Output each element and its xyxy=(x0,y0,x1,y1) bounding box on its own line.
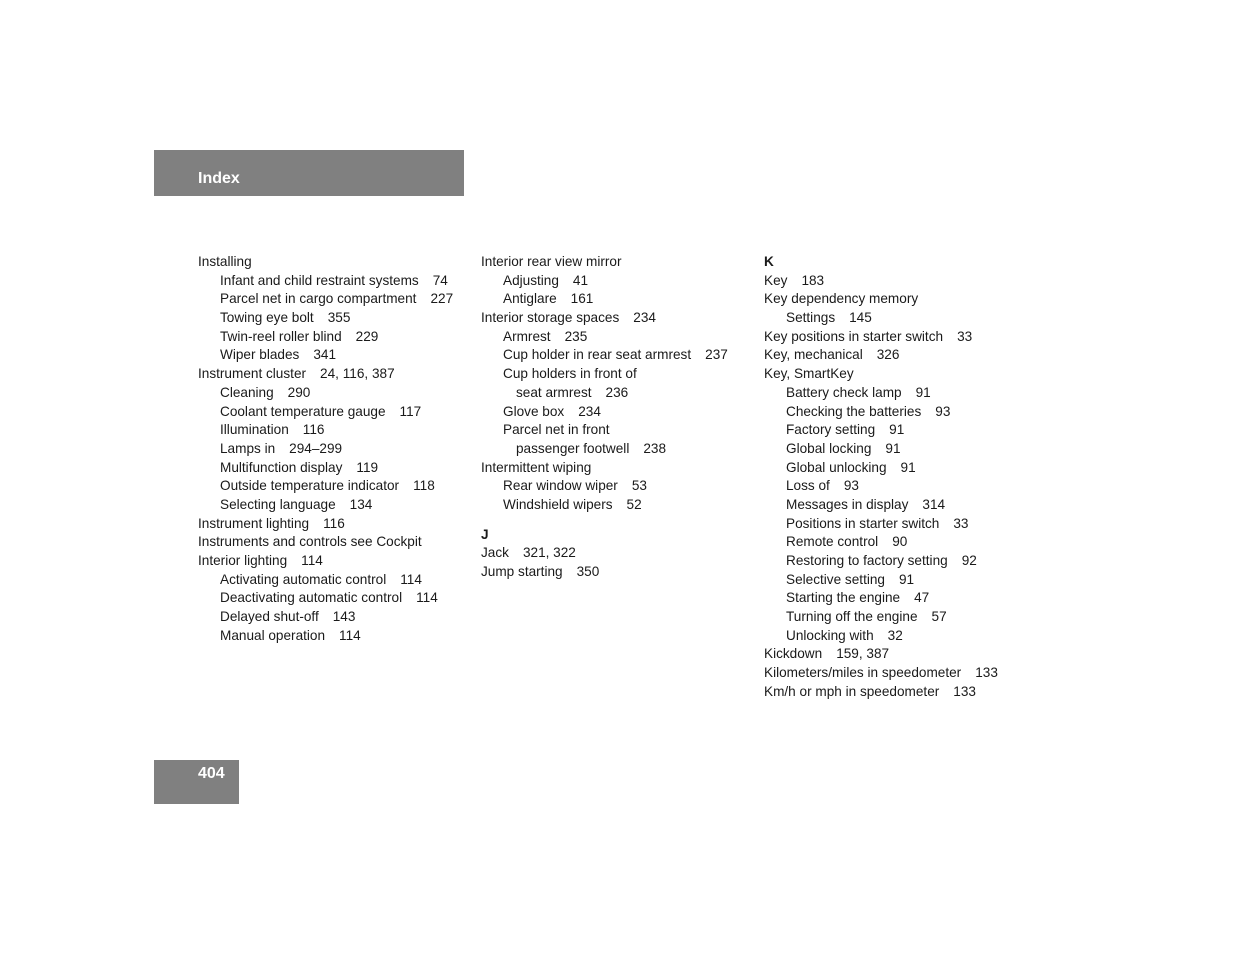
entry-page-ref: 93 xyxy=(843,478,859,494)
index-subentry xyxy=(198,346,468,365)
entry-page-ref: 74 xyxy=(432,272,448,288)
entry-page-ref: 237 xyxy=(705,347,728,363)
index-entry xyxy=(198,533,468,552)
entry-page-ref: 33 xyxy=(953,515,969,531)
entry-text: Cup holders in front of xyxy=(503,366,637,382)
entry-page-ref: 117 xyxy=(399,403,422,419)
entry-page-ref: 227 xyxy=(430,291,454,307)
index-entry xyxy=(481,253,751,272)
index-subentry xyxy=(764,608,1034,627)
index-subentry xyxy=(198,272,468,291)
index-entry xyxy=(481,309,751,328)
index-subentry xyxy=(198,459,468,478)
index-column-2 xyxy=(481,253,751,582)
index-entry xyxy=(764,645,1034,664)
index-subentry xyxy=(481,384,751,403)
entry-page-ref: 238 xyxy=(643,440,667,456)
entry-page-ref: 159, 387 xyxy=(836,646,890,662)
header-bar xyxy=(154,150,464,196)
entry-text: Intermittent wiping xyxy=(481,459,592,475)
entry-text: Interior rear view mirror xyxy=(481,254,622,269)
entry-page-ref: 290 xyxy=(287,384,311,400)
section-gap xyxy=(481,515,751,526)
entry-text: Interior lighting xyxy=(198,553,288,568)
entry-text: Instruments and controls see Cockpit xyxy=(198,534,422,550)
index-subentry xyxy=(764,627,1034,646)
entry-text: Antiglare xyxy=(503,291,557,307)
page-number-box xyxy=(154,760,239,804)
entry-page-ref: 134 xyxy=(349,496,373,512)
entry-text: Key dependency memory xyxy=(764,291,919,307)
entry-text: Factory setting xyxy=(786,422,876,438)
entry-page-ref: 91 xyxy=(899,571,915,587)
index-subentry xyxy=(481,421,751,440)
entry-text: Starting the engine xyxy=(786,590,901,606)
entry-text: J xyxy=(481,526,489,542)
index-entry xyxy=(764,365,1034,384)
index-subentry xyxy=(764,571,1034,590)
entry-page-ref: 91 xyxy=(900,459,916,475)
entry-page-ref: 114 xyxy=(416,590,438,606)
entry-text: Global unlocking xyxy=(786,459,887,475)
entry-text: Coolant temperature gauge xyxy=(220,403,386,419)
entry-text: Selective setting xyxy=(786,571,885,587)
entry-page-ref: 118 xyxy=(413,478,435,494)
entry-text: Global locking xyxy=(786,440,872,456)
entry-text: Kilometers/miles in speedometer xyxy=(764,665,962,681)
index-subentry xyxy=(764,309,1034,328)
index-entry xyxy=(198,515,468,534)
entry-text: Key xyxy=(764,272,788,288)
index-subentry xyxy=(764,403,1034,422)
entry-page-ref: 91 xyxy=(885,440,901,456)
entry-page-ref: 93 xyxy=(935,403,951,419)
entry-text: Deactivating automatic control xyxy=(220,590,403,606)
entry-page-ref: 143 xyxy=(332,609,356,625)
index-subentry xyxy=(198,309,468,328)
page-title: Index xyxy=(198,170,240,187)
entry-page-ref: 90 xyxy=(892,534,908,550)
entry-page-ref: 234 xyxy=(578,403,601,419)
index-subentry xyxy=(481,290,751,309)
entry-page-ref: 133 xyxy=(953,683,976,699)
index-subentry xyxy=(481,328,751,347)
entry-page-ref: 114 xyxy=(301,553,323,568)
index-subentry xyxy=(481,346,751,365)
index-entry xyxy=(198,365,468,384)
entry-text: Armrest xyxy=(503,328,551,344)
entry-page-ref: 341 xyxy=(313,347,337,363)
entry-text: Settings xyxy=(786,310,836,326)
index-subentry xyxy=(198,608,468,627)
entry-page-ref: 294–299 xyxy=(289,440,343,456)
entry-page-ref: 114 xyxy=(400,571,422,587)
index-subentry xyxy=(198,328,468,347)
index-subentry xyxy=(764,552,1034,571)
index-entry xyxy=(481,459,751,478)
entry-text: passenger footwell xyxy=(516,440,630,456)
index-entry xyxy=(198,253,468,272)
entry-page-ref: 32 xyxy=(887,627,903,643)
index-subentry xyxy=(198,589,468,608)
entry-page-ref: 91 xyxy=(915,384,931,400)
entry-text: Towing eye bolt xyxy=(220,310,314,326)
entry-text: Key, SmartKey xyxy=(764,366,854,382)
entry-page-ref: 161 xyxy=(570,291,594,307)
index-entry xyxy=(764,683,1034,702)
index-subentry xyxy=(198,440,468,459)
entry-text: Battery check lamp xyxy=(786,384,902,400)
index-entry xyxy=(764,328,1034,347)
entry-text: Outside temperature indicator xyxy=(220,478,400,494)
index-letter-heading xyxy=(764,253,1034,272)
entry-text: K xyxy=(764,254,774,269)
entry-text: Cleaning xyxy=(220,384,274,400)
entry-text: Key positions in starter switch xyxy=(764,328,944,344)
entry-text: Unlocking with xyxy=(786,627,874,643)
entry-text: Key, mechanical xyxy=(764,347,863,363)
entry-text: Parcel net in cargo compartment xyxy=(220,291,417,307)
index-subentry xyxy=(764,515,1034,534)
index-subentry xyxy=(764,421,1034,440)
index-subentry xyxy=(764,589,1034,608)
index-entry xyxy=(764,664,1034,683)
index-entry xyxy=(764,290,1034,309)
index-entry xyxy=(481,563,751,582)
index-subentry xyxy=(481,496,751,515)
entry-text: Wiper blades xyxy=(220,347,300,363)
entry-text: Selecting language xyxy=(220,496,336,512)
entry-text: Parcel net in front xyxy=(503,422,610,438)
page-number: 404 xyxy=(198,765,225,782)
index-subentry xyxy=(198,384,468,403)
entry-text: Installing xyxy=(198,254,252,269)
entry-page-ref: 116 xyxy=(323,515,345,531)
entry-page-ref: 321, 322 xyxy=(522,545,576,561)
entry-page-ref: 326 xyxy=(876,347,900,363)
entry-text: Loss of xyxy=(786,478,830,494)
entry-text: Positions in starter switch xyxy=(786,515,940,531)
entry-page-ref: 41 xyxy=(572,272,589,288)
index-subentry xyxy=(198,627,468,646)
index-subentry xyxy=(198,496,468,515)
entry-page-ref: 119 xyxy=(356,459,379,475)
entry-page-ref: 229 xyxy=(355,328,379,344)
entry-page-ref: 183 xyxy=(801,272,825,288)
entry-text: Manual operation xyxy=(220,627,326,643)
index-subentry xyxy=(198,421,468,440)
index-subentry xyxy=(764,440,1034,459)
entry-page-ref: 24, 116, 387 xyxy=(320,366,395,382)
entry-page-ref: 236 xyxy=(605,384,629,400)
entry-page-ref: 355 xyxy=(327,310,351,326)
entry-page-ref: 33 xyxy=(957,328,973,344)
entry-text: Jack xyxy=(481,545,509,561)
entry-text: Instrument lighting xyxy=(198,515,310,531)
entry-text: Glove box xyxy=(503,403,565,419)
index-subentry xyxy=(764,477,1034,496)
entry-text: Illumination xyxy=(220,422,289,438)
entry-text: Jump starting xyxy=(481,564,563,579)
entry-page-ref: 235 xyxy=(564,328,588,344)
index-column-3 xyxy=(764,253,1034,702)
index-subentry xyxy=(481,477,751,496)
entry-page-ref: 52 xyxy=(626,496,642,512)
entry-page-ref: 350 xyxy=(576,564,600,579)
entry-text: Lamps in xyxy=(220,440,276,456)
index-entry xyxy=(764,272,1034,291)
entry-text: Messages in display xyxy=(786,496,909,512)
entry-text: Interior storage spaces xyxy=(481,310,620,326)
entry-page-ref: 314 xyxy=(922,496,946,512)
index-subentry xyxy=(481,440,751,459)
index-subentry xyxy=(764,459,1034,478)
index-subentry xyxy=(198,571,468,590)
entry-page-ref: 57 xyxy=(931,609,947,625)
entry-text: Instrument cluster xyxy=(198,366,307,382)
index-subentry xyxy=(198,477,468,496)
index-subentry xyxy=(764,384,1034,403)
entry-text: Rear window wiper xyxy=(503,478,618,494)
index-subentry xyxy=(481,272,751,291)
entry-text: Delayed shut-off xyxy=(220,609,319,625)
entry-text: Adjusting xyxy=(503,272,559,288)
index-subentry xyxy=(481,403,751,422)
entry-page-ref: 234 xyxy=(633,310,656,326)
entry-text: Infant and child restraint systems xyxy=(220,272,419,288)
index-letter-heading xyxy=(481,526,751,545)
entry-page-ref: 92 xyxy=(961,553,977,568)
entry-page-ref: 47 xyxy=(914,590,930,606)
index-entry xyxy=(764,346,1034,365)
entry-text: Kickdown xyxy=(764,646,823,662)
entry-page-ref: 133 xyxy=(975,665,998,681)
entry-page-ref: 53 xyxy=(631,478,647,494)
entry-text: Multifunction display xyxy=(220,459,343,475)
entry-text: Activating automatic control xyxy=(220,571,387,587)
index-subentry xyxy=(764,496,1034,515)
index-subentry xyxy=(481,365,751,384)
entry-text: Restoring to factory setting xyxy=(786,553,948,568)
index-column-1 xyxy=(198,253,468,645)
index-subentry xyxy=(198,290,468,309)
index-subentry xyxy=(198,403,468,422)
index-entry xyxy=(481,544,751,563)
entry-text: seat armrest xyxy=(516,384,592,400)
entry-text: Remote control xyxy=(786,534,879,550)
entry-page-ref: 114 xyxy=(339,627,361,643)
entry-text: Windshield wipers xyxy=(503,496,613,512)
index-entry xyxy=(198,552,468,571)
entry-text: Checking the batteries xyxy=(786,403,922,419)
index-subentry xyxy=(764,533,1034,552)
entry-page-ref: 145 xyxy=(849,310,872,326)
entry-text: Cup holder in rear seat armrest xyxy=(503,347,692,363)
entry-page-ref: 116 xyxy=(302,422,325,438)
entry-page-ref: 91 xyxy=(889,422,905,438)
entry-text: Twin-reel roller blind xyxy=(220,328,342,344)
entry-text: Km/h or mph in speedometer xyxy=(764,683,940,699)
entry-text: Turning off the engine xyxy=(786,609,918,625)
